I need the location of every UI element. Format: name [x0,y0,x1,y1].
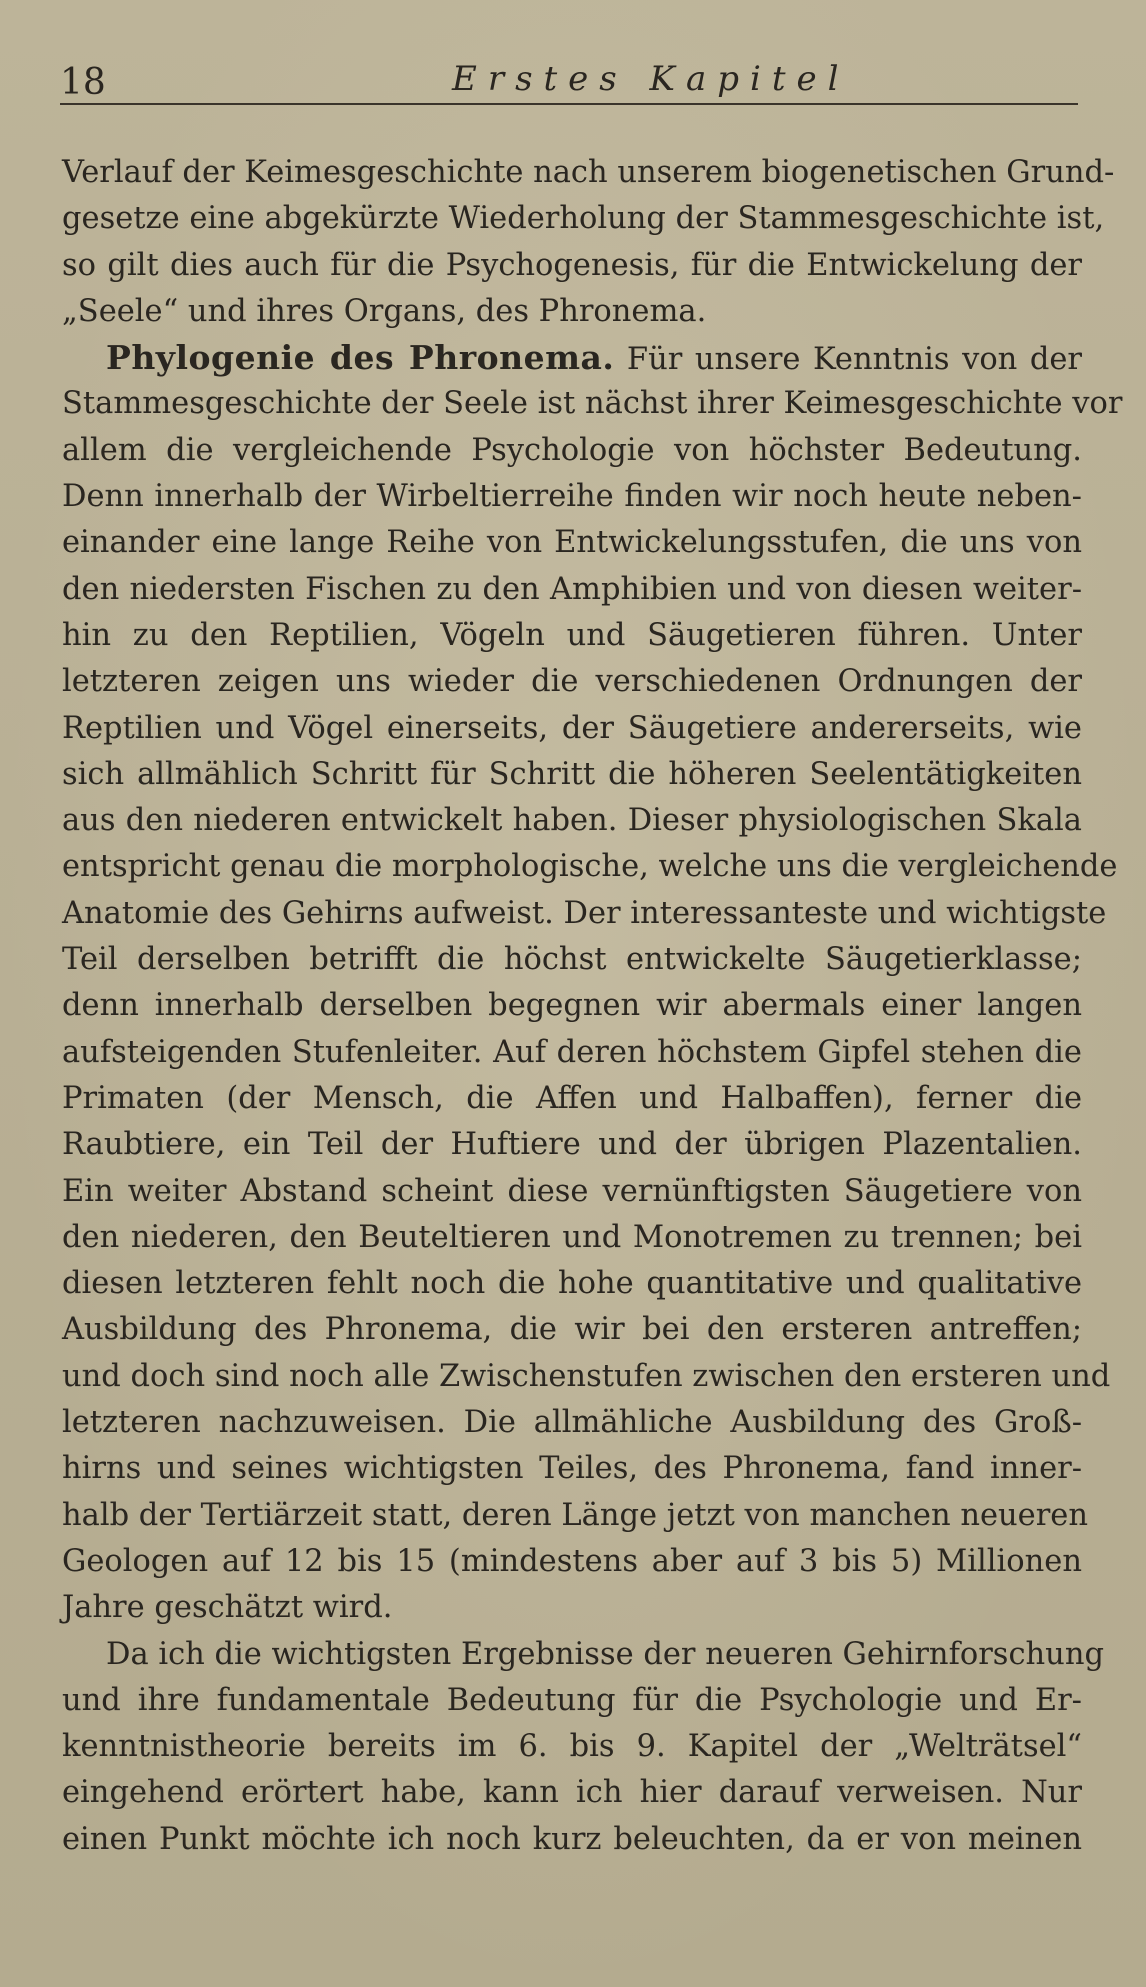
text-line: allem die vergleichende Psychologie von höchster Bedeutung. [62,432,1082,468]
text-line: einen Punkt möchte ich noch kurz beleuchten, da er von meinen [62,1821,1082,1857]
text-line: denn innerhalb derselben begegnen wir abermals einer langen [62,988,1082,1024]
text-line: hin zu den Reptilien, Vögeln und Säugetieren führen. Unter [62,617,1082,653]
text-line: letzteren nachzuweisen. Die allmähliche Ausbildung des Groß- [62,1405,1082,1441]
text-line: „Seele“ und ihres Organs, des Phronema. [62,293,707,329]
text-line: und doch sind noch alle Zwischenstufen zwischen den ersteren und [62,1358,1111,1394]
section-first-line [62,335,1082,381]
text-line: Raubtiere, ein Teil der Huftiere und der übrigen Plazentalien. [62,1127,1082,1163]
body-text [62,150,1123,1863]
header-rule [60,103,1078,105]
text-line: sich allmählich Schritt für Schritt die höheren Seelentätigkeiten [62,756,1082,792]
text-line: Ein weiter Abstand scheint diese vernünftigsten Säugetiere von [62,1173,1082,1209]
text-line: diesen letzteren fehlt noch die hohe quantitative und qualitative [62,1266,1082,1302]
text-line: Primaten (der Mensch, die Affen und Halbaffen), ferner die [62,1080,1082,1116]
page-number: 18 [60,62,106,103]
section-heading: Phylogenie des Phronema. [106,338,615,378]
text-run: Für unsere Kenntnis von der [626,342,1083,378]
text-line: Da ich die wichtigsten Ergebnisse der neueren Gehirnforschung [106,1636,1104,1672]
text-line: den niederen, den Beuteltieren und Monotremen zu trennen; bei [62,1219,1082,1255]
text-line: letzteren zeigen uns wieder die verschiedenen Ordnungen der [62,664,1082,700]
text-line: hirns und seines wichtigsten Teiles, des Phronema, fand inner- [62,1451,1082,1487]
text-line: kenntnistheorie bereits im 6. bis 9. Kapitel der „Welträtsel“ [62,1729,1082,1765]
text-line: halb der Tertiärzeit statt, deren Länge jetzt von manchen neueren [62,1497,1088,1533]
text-line: Anatomie des Gehirns aufweist. Der interessanteste und wichtigste [62,895,1107,931]
text-line: entspricht genau die morphologische, welche uns die vergleichende [62,849,1118,885]
text-line: Teil derselben betrifft die höchst entwickelte Säugetierklasse; [62,942,1082,978]
text-line: Ausbildung des Phronema, die wir bei den ersteren antreffen; [62,1312,1082,1348]
text-line: und ihre fundamentale Bedeutung für die Psychologie und Er- [62,1682,1082,1718]
text-line: so gilt dies auch für die Psychogenesis, für die Entwickelung der [62,247,1082,283]
text-line: Stammesgeschichte der Seele ist nächst ihrer Keimesgeschichte vor [62,386,1123,422]
text-line: Reptilien und Vögel einerseits, der Säugetiere andererseits, wie [62,710,1082,746]
text-line: eingehend erörtert habe, kann ich hier darauf verweisen. Nur [62,1775,1082,1811]
text-line: einander eine lange Reihe von Entwickelungsstufen, die uns von [62,525,1082,561]
page-header [60,55,1078,103]
text-line: Denn innerhalb der Wirbeltierreihe finden wir noch heute neben- [62,479,1082,515]
text-line: gesetze eine abgekürzte Wiederholung der Stammesgeschichte ist, [62,201,1105,237]
text-line: aufsteigenden Stufenleiter. Auf deren höchstem Gipfel stehen die [62,1034,1082,1070]
text-line: aus den niederen entwickelt haben. Dieser physiologischen Skala [62,803,1082,839]
running-head: Erstes Kapitel [452,59,850,99]
text-line: Verlauf der Keimesgeschichte nach unserem biogenetischen Grund- [62,155,1115,190]
text-line: Geologen auf 12 bis 15 (mindestens aber auf 3 bis 5) Millionen [62,1543,1082,1579]
text-line: den niedersten Fischen zu den Amphibien und von diesen weiter- [62,571,1082,607]
text-line: Jahre geschätzt wird. [62,1590,393,1626]
